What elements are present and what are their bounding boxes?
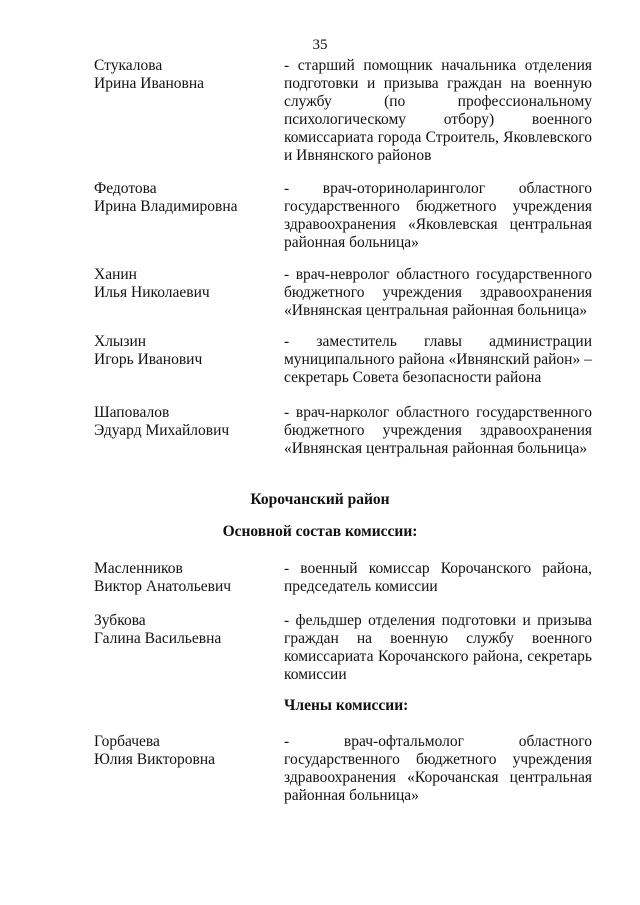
- members-heading: Члены комиссии:: [284, 697, 409, 714]
- given-name: Ирина Ивановна: [94, 75, 205, 92]
- person-role: - врач-офтальмолог областного государственного бюджетного учреждения здравоохранения «Корочанская центральная районная больница»: [284, 733, 592, 804]
- person-name: [94, 404, 284, 440]
- page-number: 35: [312, 37, 328, 53]
- surname: Хлызин: [94, 333, 147, 350]
- person-name: [94, 560, 284, 596]
- surname: Ханин: [94, 266, 137, 283]
- person-role: - заместитель главы администрации муниципального района «Ивнянский район» – секретарь Совета безопасности района: [284, 333, 592, 386]
- district-heading: Корочанский район: [250, 491, 390, 508]
- surname: Горбачева: [94, 733, 160, 750]
- person-role: - фельдшер отделения подготовки и призыва граждан на военную службу военного комиссариата Корочанского района, секретарь комиссии: [284, 612, 592, 683]
- surname: Масленников: [94, 560, 183, 577]
- person-role: - военный комиссар Корочанского района, председатель комиссии: [284, 560, 592, 595]
- given-name: Илья Николаевич: [94, 284, 210, 301]
- person-role: - врач-нарколог областного государственного бюджетного учреждения здравоохранения «Ивнянская центральная районная больница»: [284, 404, 592, 457]
- surname: Зубкова: [94, 612, 146, 629]
- surname: Шаповалов: [94, 404, 170, 421]
- person-name: [94, 733, 284, 769]
- given-name: Юлия Викторовна: [94, 751, 216, 768]
- person-name: [94, 612, 284, 648]
- given-name: Виктор Анатольевич: [94, 578, 232, 595]
- surname: Стукалова: [94, 57, 163, 74]
- given-name: Галина Васильевна: [94, 630, 222, 647]
- person-name: [94, 57, 284, 93]
- person-role: - врач-невролог областного государственного бюджетного учреждения здравоохранения «Ивнянская центральная районная больница»: [284, 266, 592, 319]
- person-role: - старший помощник начальника отделения подготовки и призыва граждан на военную службу (по профессиональному психологическому отбору) военного комиссариата города Строитель, Яковлевского и Ивнянского районов: [284, 57, 592, 164]
- given-name: Ирина Владимировна: [94, 198, 238, 215]
- given-name: Эдуард Михайлович: [94, 422, 230, 439]
- given-name: Игорь Иванович: [94, 351, 203, 368]
- person-name: [94, 333, 284, 369]
- main-composition-heading: Основной состав комиссии:: [222, 523, 418, 540]
- person-name: [94, 180, 284, 216]
- person-name: [94, 266, 284, 302]
- person-role: - врач-оториноларинголог областного государственного бюджетного учреждения здравоохранения «Яковлевская центральная районная больница»: [284, 180, 592, 251]
- surname: Федотова: [94, 180, 157, 197]
